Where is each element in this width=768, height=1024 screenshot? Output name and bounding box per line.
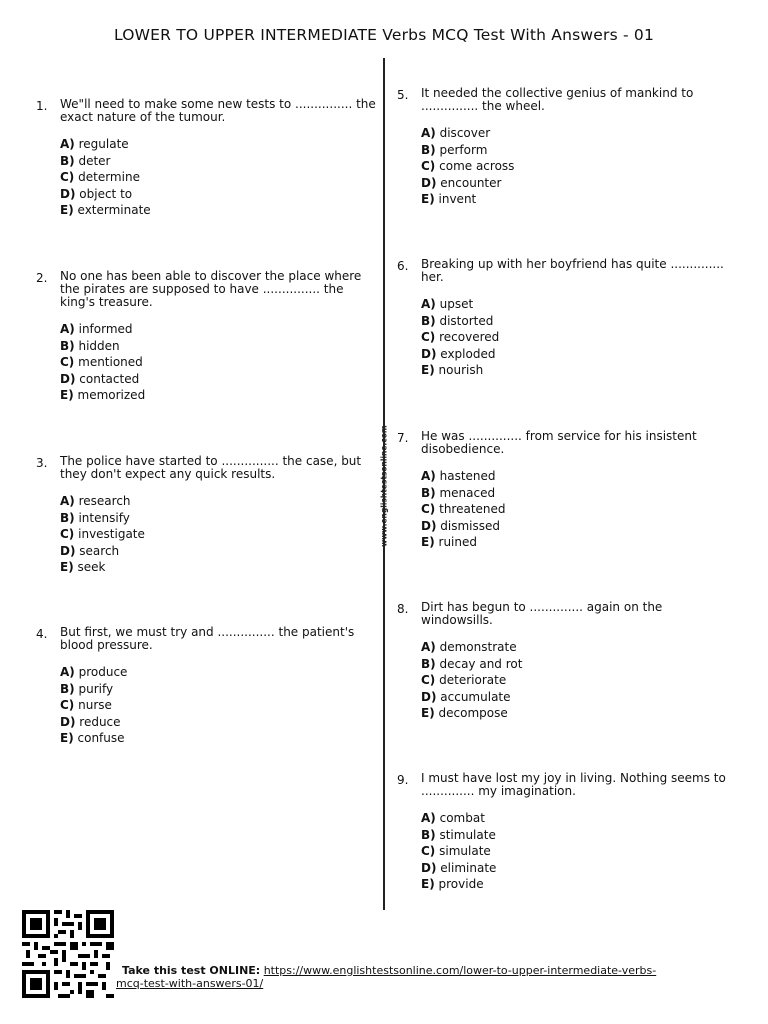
option-letter: E) xyxy=(60,731,74,745)
option-letter: E) xyxy=(421,877,435,891)
option-list xyxy=(60,664,382,747)
option-letter: B) xyxy=(421,827,436,842)
option-text: invent xyxy=(438,192,477,206)
option-letter: B) xyxy=(421,142,436,157)
question-number: 9. xyxy=(397,773,409,787)
question-number: 6. xyxy=(397,259,409,273)
option-text: purify xyxy=(78,681,114,696)
option-list xyxy=(421,639,737,722)
option-letter: B) xyxy=(60,153,75,168)
option-letter: C) xyxy=(60,698,75,712)
question-text: I must have lost my joy in living. Nothing seems to .............. my imagination. xyxy=(421,771,726,798)
option-b[interactable] xyxy=(421,827,737,844)
option-c[interactable] xyxy=(60,354,382,371)
option-letter: E) xyxy=(421,363,435,377)
option-letter: C) xyxy=(421,844,436,858)
option-letter: A) xyxy=(421,469,436,483)
option-a[interactable] xyxy=(421,639,737,656)
option-letter: E) xyxy=(60,388,74,402)
question-text: The police have started to ............... the case, but they don't expect any quick results. xyxy=(60,454,362,481)
option-letter: D) xyxy=(421,346,437,361)
option-letter: B) xyxy=(421,656,436,671)
option-text: object to xyxy=(79,186,133,201)
question-number: 4. xyxy=(36,627,48,641)
option-d[interactable] xyxy=(60,186,382,203)
option-text: regulate xyxy=(78,137,129,151)
option-letter: A) xyxy=(60,137,75,151)
question-text: No one has been able to discover the place where the pirates are supposed to have ............... the king's treasure. xyxy=(60,269,362,309)
option-b[interactable] xyxy=(421,656,737,673)
option-text: provide xyxy=(438,877,484,891)
option-letter: D) xyxy=(421,518,437,533)
question-text: He was .............. from service for his insistent disobedience. xyxy=(421,429,697,456)
option-text: discover xyxy=(439,126,491,140)
question-text: It needed the collective genius of mankind to ............... the wheel. xyxy=(421,86,694,113)
option-letter: E) xyxy=(60,560,74,574)
option-text: simulate xyxy=(439,844,491,858)
question-2 xyxy=(36,270,382,404)
option-b[interactable] xyxy=(421,313,737,330)
option-d[interactable] xyxy=(60,543,382,560)
question-7 xyxy=(397,430,737,551)
option-letter: D) xyxy=(421,860,437,875)
question-text: Breaking up with her boyfriend has quite .............. her. xyxy=(421,257,724,284)
option-a[interactable] xyxy=(421,296,737,313)
option-e[interactable] xyxy=(421,876,737,893)
option-b[interactable] xyxy=(60,510,382,527)
option-c[interactable] xyxy=(421,329,737,346)
option-letter: D) xyxy=(60,543,76,558)
option-letter: C) xyxy=(421,330,436,344)
option-text: menaced xyxy=(439,485,496,500)
option-text: nurse xyxy=(78,698,112,712)
footer xyxy=(116,964,676,990)
option-letter: D) xyxy=(60,371,76,386)
option-c[interactable] xyxy=(421,158,737,175)
option-a[interactable] xyxy=(60,493,382,510)
option-c[interactable] xyxy=(421,501,737,518)
option-text: informed xyxy=(78,322,133,336)
option-text: dismissed xyxy=(440,518,501,533)
option-letter: E) xyxy=(421,706,435,720)
option-d[interactable] xyxy=(421,346,737,363)
option-text: eliminate xyxy=(440,860,497,875)
option-b[interactable] xyxy=(421,142,737,159)
option-letter: C) xyxy=(421,673,436,687)
option-letter: C) xyxy=(421,502,436,516)
question-text: But first, we must try and ............... the patient's blood pressure. xyxy=(60,625,355,652)
option-c[interactable] xyxy=(60,526,382,543)
option-text: contacted xyxy=(79,371,140,386)
option-text: determine xyxy=(78,170,140,184)
question-6 xyxy=(397,258,737,379)
option-text: decay and rot xyxy=(439,656,523,671)
option-text: produce xyxy=(78,665,128,679)
option-letter: A) xyxy=(421,126,436,140)
option-text: exterminate xyxy=(77,203,151,217)
option-text: perform xyxy=(439,142,488,157)
option-b[interactable] xyxy=(60,681,382,698)
option-c[interactable] xyxy=(60,169,382,186)
option-text: decompose xyxy=(438,706,508,720)
option-d[interactable] xyxy=(421,175,737,192)
option-a[interactable] xyxy=(421,810,737,827)
option-letter: A) xyxy=(421,640,436,654)
option-letter: C) xyxy=(421,159,436,173)
option-text: distorted xyxy=(439,313,494,328)
option-list xyxy=(421,296,737,379)
option-d[interactable] xyxy=(421,518,737,535)
option-text: deteriorate xyxy=(439,673,507,687)
option-text: investigate xyxy=(78,527,145,541)
option-text: confuse xyxy=(77,731,125,745)
option-b[interactable] xyxy=(421,485,737,502)
question-4 xyxy=(36,626,382,747)
option-letter: E) xyxy=(421,535,435,549)
option-letter: C) xyxy=(60,355,75,369)
option-e[interactable] xyxy=(60,202,382,219)
option-letter: C) xyxy=(60,527,75,541)
option-e[interactable] xyxy=(60,387,382,404)
option-letter: A) xyxy=(60,665,75,679)
option-d[interactable] xyxy=(421,860,737,877)
option-list xyxy=(60,493,382,576)
option-d[interactable] xyxy=(60,714,382,731)
option-c[interactable] xyxy=(421,672,737,689)
page-title: LOWER TO UPPER INTERMEDIATE Verbs MCQ Test With Answers - 01 xyxy=(113,26,655,44)
option-text: deter xyxy=(78,153,111,168)
question-text: Dirt has begun to .............. again on the windowsills. xyxy=(421,600,663,627)
option-letter: D) xyxy=(421,175,437,190)
option-text: threatened xyxy=(439,502,506,516)
question-number: 8. xyxy=(397,602,409,616)
option-letter: A) xyxy=(60,322,75,336)
option-e[interactable] xyxy=(421,362,737,379)
option-letter: A) xyxy=(421,297,436,311)
option-a[interactable] xyxy=(60,664,382,681)
option-text: hastened xyxy=(439,469,496,483)
option-letter: E) xyxy=(60,203,74,217)
option-text: encounter xyxy=(440,175,502,190)
option-letter: D) xyxy=(421,689,437,704)
option-e[interactable] xyxy=(60,559,382,576)
option-a[interactable] xyxy=(421,125,737,142)
option-c[interactable] xyxy=(60,697,382,714)
option-text: nourish xyxy=(438,363,484,377)
option-letter: E) xyxy=(421,192,435,206)
option-letter: D) xyxy=(60,714,76,729)
option-letter: D) xyxy=(60,186,76,201)
option-text: stimulate xyxy=(439,827,496,842)
option-list xyxy=(421,810,737,893)
option-list xyxy=(60,136,382,219)
question-8 xyxy=(397,601,737,722)
option-text: exploded xyxy=(440,346,496,361)
option-text: mentioned xyxy=(78,355,143,369)
qr-code[interactable] xyxy=(22,910,114,998)
option-e[interactable] xyxy=(60,730,382,747)
option-letter: A) xyxy=(60,494,75,508)
question-5 xyxy=(397,87,737,208)
question-number: 1. xyxy=(36,99,48,113)
question-3 xyxy=(36,455,382,576)
option-a[interactable] xyxy=(60,321,382,338)
option-text: upset xyxy=(439,297,474,311)
option-list xyxy=(60,321,382,404)
option-b[interactable] xyxy=(60,338,382,355)
option-a[interactable] xyxy=(421,468,737,485)
question-number: 3. xyxy=(36,456,48,470)
option-text: come across xyxy=(439,159,515,173)
option-text: ruined xyxy=(438,535,477,549)
option-text: demonstrate xyxy=(439,640,517,654)
option-letter: B) xyxy=(60,681,75,696)
option-text: accumulate xyxy=(440,689,511,704)
option-e[interactable] xyxy=(421,705,737,722)
option-text: research xyxy=(78,494,131,508)
option-text: search xyxy=(79,543,120,558)
option-letter: C) xyxy=(60,170,75,184)
option-text: combat xyxy=(439,811,485,825)
option-c[interactable] xyxy=(421,843,737,860)
footer-label: Take this test ONLINE: xyxy=(122,964,261,977)
option-d[interactable] xyxy=(421,689,737,706)
option-a[interactable] xyxy=(60,136,382,153)
option-text: reduce xyxy=(79,714,121,729)
option-letter: B) xyxy=(60,510,75,525)
website-text: www.englishtestsonline.com xyxy=(379,425,389,547)
option-letter: B) xyxy=(421,313,436,328)
option-b[interactable] xyxy=(60,153,382,170)
question-9 xyxy=(397,772,737,893)
question-text: We"ll need to make some new tests to ............... the exact nature of the tumour. xyxy=(60,97,376,124)
option-d[interactable] xyxy=(60,371,382,388)
option-text: memorized xyxy=(77,388,146,402)
question-number: 5. xyxy=(397,88,409,102)
option-e[interactable] xyxy=(421,191,737,208)
option-e[interactable] xyxy=(421,534,737,551)
question-number: 7. xyxy=(397,431,409,445)
option-list xyxy=(421,468,737,551)
option-text: hidden xyxy=(78,338,120,353)
option-letter: B) xyxy=(421,485,436,500)
option-letter: A) xyxy=(421,811,436,825)
option-text: seek xyxy=(77,560,106,574)
option-text: recovered xyxy=(439,330,500,344)
question-1 xyxy=(36,98,382,219)
option-text: intensify xyxy=(78,510,130,525)
test-online-link[interactable]: https://www.englishtestsonline.com/lower-to-upper-intermediate-verbs-mcq-test-with-answers-01/ xyxy=(116,964,657,990)
option-letter: B) xyxy=(60,338,75,353)
option-list xyxy=(421,125,737,208)
question-number: 2. xyxy=(36,271,48,285)
